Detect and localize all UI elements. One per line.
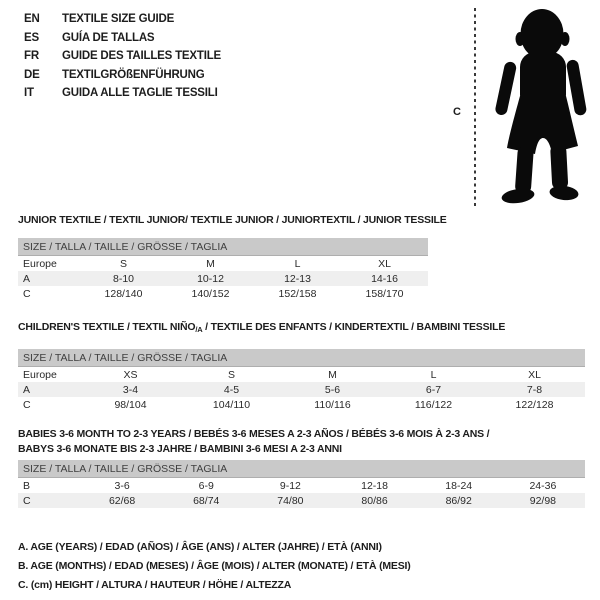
babies-size-table bbox=[18, 460, 585, 508]
age-cell: 18-24 bbox=[445, 479, 473, 492]
size-header-cell: SIZE / TALLA / TAILLE / GRÖSSE / TAGLIA bbox=[18, 349, 585, 367]
language-code: ES bbox=[24, 31, 39, 44]
row-label: A bbox=[18, 271, 80, 286]
size-header-row bbox=[18, 349, 585, 367]
language-row-de bbox=[24, 66, 221, 85]
language-row-es bbox=[24, 29, 221, 48]
language-code: FR bbox=[24, 50, 39, 62]
age-cell: 6-9 bbox=[198, 479, 214, 492]
language-row-fr bbox=[24, 47, 221, 66]
table-row bbox=[18, 397, 585, 412]
size-header-row bbox=[18, 460, 585, 478]
size-header-cell: SIZE / TALLA / TAILLE / GRÖSSE / TAGLIA bbox=[18, 238, 428, 256]
height-cell: 152/158 bbox=[278, 287, 317, 300]
height-measure-label: C bbox=[453, 106, 461, 118]
age-cell: 12-13 bbox=[254, 271, 341, 286]
language-row-it bbox=[24, 84, 221, 103]
legend-line-b: B. AGE (MONTHS) / EDAD (MESES) / ÂGE (MOIS) / ALTER (MONATE) / ETÀ (MESI) bbox=[18, 560, 411, 572]
height-cell: 74/80 bbox=[248, 493, 332, 508]
table-row bbox=[18, 256, 428, 272]
children-section-title bbox=[18, 321, 505, 334]
row-label: C bbox=[23, 398, 31, 411]
height-cell: 122/128 bbox=[515, 398, 554, 411]
size-header-cell: SIZE / TALLA / TAILLE / GRÖSSE / TAGLIA bbox=[18, 460, 585, 478]
language-code: IT bbox=[24, 87, 34, 99]
height-cell: 116/122 bbox=[414, 398, 453, 411]
guide-title-en: TEXTILE SIZE GUIDE bbox=[62, 13, 175, 25]
guide-title-fr: GUIDE DES TAILLES TEXTILE bbox=[62, 50, 221, 62]
table-row bbox=[18, 367, 585, 383]
row-label: Europe bbox=[23, 257, 57, 270]
table-row bbox=[18, 271, 428, 286]
children-title-text: / TEXTILE DES ENFANTS / KINDERTEXTIL / BAMBINI TESSILE bbox=[202, 321, 506, 333]
height-cell: 110/116 bbox=[314, 398, 351, 411]
children-title-text: CHILDREN'S TEXTILE / TEXTIL NIÑO bbox=[18, 321, 196, 333]
babies-section-title-line1: BABIES 3-6 MONTH TO 2-3 YEARS / BEBÉS 3-6 MESES A 2-3 AÑOS / BÉBÉS 3-6 MOIS À 2-3 ANS / bbox=[18, 428, 490, 440]
height-cell: 86/92 bbox=[417, 493, 501, 508]
table-row bbox=[18, 493, 585, 508]
row-label: A bbox=[18, 382, 80, 397]
age-cell: 5-6 bbox=[282, 382, 383, 397]
size-header-row bbox=[18, 238, 428, 256]
guide-title-de: TEXTILGRÖßENFÜHRUNG bbox=[62, 68, 205, 81]
height-cell: 104/110 bbox=[212, 398, 251, 411]
age-cell: 10-12 bbox=[167, 271, 254, 286]
junior-section-title: JUNIOR TEXTILE / TEXTIL JUNIOR/ TEXTILE JUNIOR / JUNIORTEXTIL / JUNIOR TESSILE bbox=[18, 214, 447, 226]
height-cell: 92/98 bbox=[501, 493, 585, 508]
age-cell: 7-8 bbox=[484, 382, 585, 397]
age-cell: 8-10 bbox=[80, 271, 167, 286]
guide-title-it: GUIDA ALLE TAGLIE TESSILI bbox=[62, 87, 218, 99]
size-cell: XL bbox=[528, 368, 541, 381]
legend-line-c: C. (cm) HEIGHT / ALTURA / HAUTEUR / HÖHE / ALTEZZA bbox=[18, 579, 292, 591]
height-cell: 158/170 bbox=[365, 287, 404, 300]
age-cell: 4-5 bbox=[181, 382, 282, 397]
legend-line-a: A. AGE (YEARS) / EDAD (AÑOS) / ÂGE (ANS) / ALTER (JAHRE) / ETÀ (ANNI) bbox=[18, 541, 382, 553]
size-cell: L bbox=[430, 368, 437, 381]
age-cell: 24-36 bbox=[529, 479, 557, 492]
age-cell: 3-6 bbox=[114, 479, 130, 492]
babies-section-title-line2: BABYS 3-6 MONATE BIS 2-3 JAHRE / BAMBINI 3-6 MESI A 2-3 ANNI bbox=[18, 443, 342, 455]
size-cell: M bbox=[328, 368, 337, 381]
size-cell: S bbox=[119, 257, 127, 270]
height-cell: 128/140 bbox=[104, 287, 143, 300]
size-cell: XS bbox=[123, 368, 138, 381]
table-row bbox=[18, 286, 428, 301]
row-label: B bbox=[23, 479, 31, 492]
height-cell: 140/152 bbox=[191, 287, 230, 300]
height-measure-dotted-line bbox=[474, 8, 476, 206]
height-cell: 98/104 bbox=[114, 398, 147, 411]
language-code: DE bbox=[24, 68, 40, 81]
age-cell: 14-16 bbox=[341, 271, 428, 286]
table-row bbox=[18, 382, 585, 397]
children-title-subscript: /A bbox=[195, 325, 203, 334]
height-cell: 62/68 bbox=[80, 493, 164, 508]
guide-title-es: GUÍA DE TALLAS bbox=[62, 31, 155, 44]
age-cell: 9-12 bbox=[279, 479, 301, 492]
height-cell: 68/74 bbox=[164, 493, 248, 508]
junior-size-table bbox=[18, 238, 428, 301]
age-cell: 3-4 bbox=[80, 382, 181, 397]
table-row bbox=[18, 478, 585, 494]
row-label: C bbox=[18, 493, 80, 508]
row-label: Europe bbox=[23, 368, 57, 381]
language-row-en bbox=[24, 10, 221, 29]
age-cell: 6-7 bbox=[383, 382, 484, 397]
size-cell: S bbox=[227, 368, 235, 381]
children-size-table bbox=[18, 349, 585, 412]
row-label: C bbox=[23, 287, 31, 300]
size-cell: M bbox=[206, 257, 215, 270]
language-code: EN bbox=[24, 13, 40, 25]
age-cell: 12-18 bbox=[361, 479, 388, 492]
height-cell: 80/86 bbox=[332, 493, 416, 508]
language-title-list bbox=[24, 10, 221, 103]
baby-silhouette-icon bbox=[482, 6, 600, 206]
size-cell: XL bbox=[378, 257, 391, 270]
size-cell: L bbox=[294, 257, 301, 270]
measurement-legend bbox=[18, 538, 411, 595]
